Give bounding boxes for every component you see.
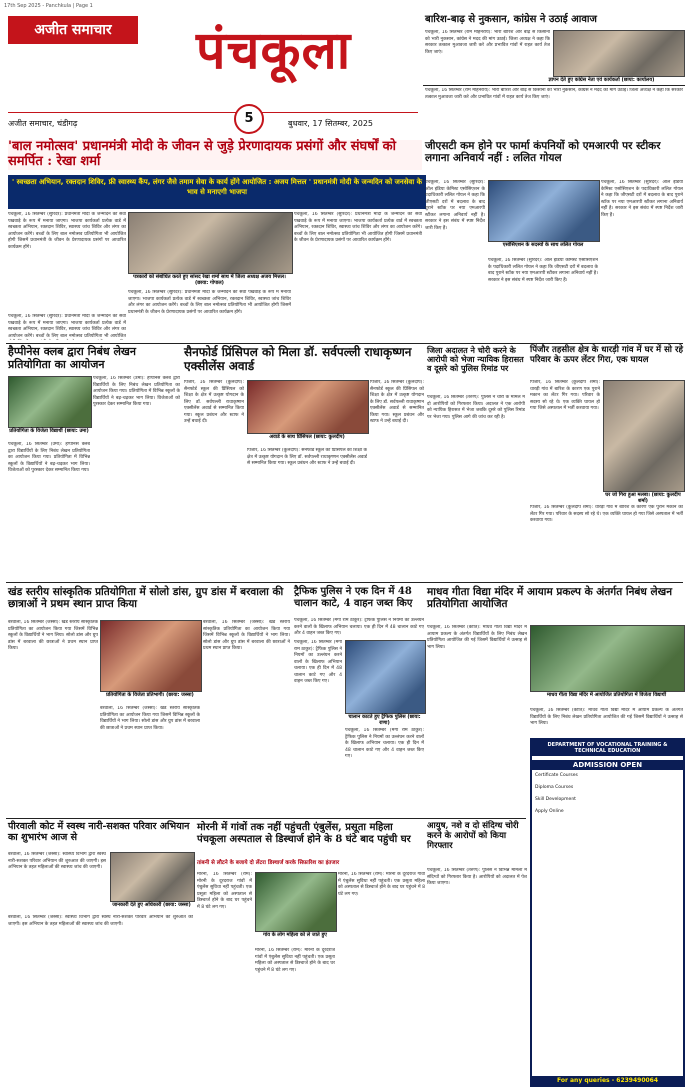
caption-block: प्रतियोगिता के विजेता प्रतिभागी। (छाया: जस्सा) <box>106 692 194 698</box>
headline-madhav: माधव गीता विद्या मंदिर में आयाम प्रकल्प के अंतर्गत निबंध लेखन प्रतियोगिता आयोजित <box>427 586 673 611</box>
body-main-col1: पंचकूला, 16 सितम्बर (सुरिंदर): प्रधानमंत्री मोदी के जन्मदिन को सेवा पखवाड़े के रूप में मनाया जाएगा। भाजपा कार्यकर्ता प्रत्येक वार्ड में स्वच्छता अभियान, रक्तदान शिविर, स्वास्थ्य जांच शिविर और लंगर का आयोजन करेंगे। बच्चों के लिए बाल नमोत्सव प्रतियोगिता भी आयोजित होगी जिसमें प्रधानमंत्री के जीवन के प्रेरणादायक प्रसंगों पर आधारित कार्यक्रम होंगे। <box>8 212 126 250</box>
masthead-info <box>8 113 418 135</box>
headline-arrest: आयुष, नशे व दो संदिग्ध चोरी करने के आरोपों को किया गिरफ्तार <box>427 821 519 851</box>
headline-happiness: हैप्पीनेस क्लब द्वारा निबंध लेखन प्रतियोगिता का आयोजन <box>8 345 137 371</box>
photo-sainfort <box>247 380 369 434</box>
divider <box>6 582 683 583</box>
body-morni-col3: मोरनी, 16 सितम्बर (राम): मोरनी के दूरदराज गांवों में एंबुलेंस सुविधा नहीं पहुंचती। एक प्रसूता महिला को अस्पताल से डिस्चार्ज होने के बाद घर पहुंचने में 8 घंटे लग गए। <box>338 872 425 897</box>
photo-main <box>128 212 293 274</box>
body-gst-col1: पंचकूला, 16 सितम्बर (सुरिंदर): ऑल इंडिया केमिस्ट एसोसिएशन के पदाधिकारी ललित गोयल ने कहा कि जीएसटी दरों में बदलाव के बाद पुराने स्टॉक पर नया एमआरपी स्टीकर लगाना अनिवार्य नहीं है। सरकार ने इस संबंध में स्पष्ट निर्देश जारी किए हैं। <box>425 180 485 231</box>
photo-block <box>100 620 202 692</box>
ad-row: Skill Development <box>535 797 576 802</box>
caption-madhav: माधव गीता विद्या मंदिर में आयोजित प्रतियोगिता में विजेता विद्यार्थी <box>546 692 667 698</box>
photo-morni <box>255 872 337 932</box>
body-traffic-col1: पंचकूला, 16 सितम्बर (मेगा राम ठाकुर): ट्रैफिक पुलिस ने नियमों का उल्लंघन करने वालों के खिलाफ अभियान चलाया। एक ही दिन में 48 चालान काटे गए और 4 वाहन जब्त किए गए। <box>294 640 342 684</box>
body-zila: पंचकूला, 16 सितम्बर (तरुण): पुलिस ने चोरी के मामले में दो आरोपियों को गिरफ्तार किया। अदालत ने एक आरोपी को न्यायिक हिरासत में भेजा जबकि दूसरे को पुलिस रिमांड पर भेजा गया। पुलिस आगे की जांच कर रही है। <box>427 395 525 420</box>
body-gst-col2: पंचकूला, 16 सितम्बर (सुरिंदर): ऑल इंडिया केमिस्ट एसोसिएशन के पदाधिकारी ललित गोयल ने कहा कि जीएसटी दरों में बदलाव के बाद पुराने स्टॉक पर नया एमआरपी स्टीकर लगाना अनिवार्य नहीं है। सरकार ने इस संबंध में स्पष्ट निर्देश जारी किए हैं। <box>488 258 598 283</box>
caption-morni: गांव के लोग महिला को ले जाते हुए <box>263 932 327 938</box>
body-top-right: पंचकूला, 16 सितम्बर (राम मोहनराय): भारी बारिश और बाढ़ से किसानों को भारी नुकसान, कांग्रेस ने मदद की मांग उठाई। जिला अध्यक्ष ने कहा कि सरकार तत्काल मुआवजा जारी करे और प्रभावित गांवों में राहत कार्य तेज किए जाएं। <box>425 30 550 55</box>
caption-top-right: ज्ञापन देते हुए कांग्रेस नेता एवं कार्यकर्ता (छाया: कार्यालय) <box>548 77 655 83</box>
date-label: बुधवार, 17 सितम्बर, 2025 <box>288 119 374 128</box>
advertisement[interactable] <box>530 738 685 1087</box>
body-traffic-col2: पंचकूला, 16 सितम्बर (मेगा राम ठाकुर): ट्रैफिक पुलिस ने नियमों का उल्लंघन करने वालों के खिलाफ अभियान चलाया। एक ही दिन में 48 चालान काटे गए और 4 वाहन जब्त किए गए। <box>345 728 424 759</box>
caption-happiness: प्रतियोगिता के विजेता विद्यार्थी (छाया: उमा) <box>9 428 89 434</box>
ad-row: Apply Online <box>535 809 564 814</box>
headline-sainfort: सैनफोर्ड प्रिंसिपल को मिला डॉ. सर्वपल्ली राधाकृष्णन एक्सीलेंस अवार्ड <box>184 345 412 373</box>
caption-traffic: चालान काटते हुए ट्रैफिक पुलिस (छाया: राणा) <box>348 714 421 726</box>
top-strip: 17th Sep 2025 - Panchkula | Page 1 <box>4 3 93 9</box>
photo-pinjore <box>603 380 685 492</box>
headline-block: खंड स्तरीय सांस्कृतिक प्रतियोगिता में सोलो डांस, ग्रुप डांस में बरवाला की छात्राओं ने प्रथम स्थान प्राप्त किया <box>8 586 284 611</box>
photo-pocso <box>110 852 195 902</box>
banner-main: ' स्वच्छता अभियान, रक्तदान शिविर, फ्री स्वास्थ्य कैंप, लंगर जैसे तमाम सेवा के कार्य होंगे आयोजित : अजय मित्तल ' प्रधानमंत्री मोदी के जन्मदिन को जनसेवा के भाव से मनाएगी भाजपा <box>8 175 426 209</box>
headline-pinjore: पिंजौर तहसील क्षेत्र के धारड़ी गांव में घर में सो रहे परिवार के ऊपर लेंटर गिरा, एक घायल <box>530 345 683 365</box>
headline-zila: जिला अदालत ने चोरी करने के आरोपी को भेजा न्यायिक हिरासत व दूसरे को पुलिस रिमांड पर <box>427 345 524 374</box>
ad-row: Diploma Courses <box>535 785 574 790</box>
headline-gst: जीएसटी कम होने पर फार्मा कंपनियों को एमआरपी पर स्टीकर लगाना अनिवार्य नहीं : ललित गोयल <box>425 140 661 165</box>
page-number: 5 <box>234 104 264 134</box>
caption-pocso: जानकारी देते हुए अधिकारी (छाया: जस्सा) <box>112 902 191 908</box>
body-pinjore-col2: पिंजौर, 16 सितम्बर (कुलदीप शर्मा): धारड़ी गांव में बारिश के कारण एक पुराने मकान का लेंटर गिर गया। परिवार के सदस्य सो रहे थे। एक व्यक्ति घायल हो गया जिसे अस्पताल में भर्ती करवाया गया। <box>530 505 683 523</box>
divider <box>6 343 683 344</box>
body-pinjore-col1: पिंजौर, 16 सितम्बर (कुलदीप शर्मा): धारड़ी गांव में बारिश के कारण एक पुराने मकान का लेंटर गिर गया। परिवार के सदस्य सो रहे थे। एक व्यक्ति घायल हो गया जिसे अस्पताल में भर्ती करवाया गया। <box>530 380 600 411</box>
divider <box>423 85 685 86</box>
headline-traffic: ट्रैफिक पुलिस ने एक दिन में 48 चालान काटे, 4 वाहन जब्त किए <box>294 586 413 609</box>
photo-gst <box>488 180 600 242</box>
body-sainfort-col1: पिंजौर, 16 सितम्बर (कुलदीप): सैनफोर्ड स्कूल की प्रिंसिपल को शिक्षा के क्षेत्र में उत्कृष्ट योगदान के लिए डॉ. सर्वपल्ली राधाकृष्णन एक्सीलेंस अवार्ड से सम्मानित किया गया। स्कूल प्रबंधन और स्टाफ ने उन्हें बधाई दी। <box>184 380 244 424</box>
body-pocso-col2: बरवाला, 16 सितम्बर (जस्सा): स्वास्थ्य विभाग द्वारा स्वस्थ नारी-सशक्त परिवार अभियान की शुरुआत की जाएगी। इस अभियान के तहत महिलाओं की स्वास्थ्य जांच की जाएगी। <box>8 915 193 927</box>
photo-madhav <box>530 625 685 692</box>
body-traffic-top: पंचकूला, 16 सितम्बर (मेगा राम ठाकुर): ट्रैफिक पुलिस ने नियमों का उल्लंघन करने वालों के खिलाफ अभियान चलाया। एक ही दिन में 48 चालान काटे गए और 4 वाहन जब्त किए गए। <box>294 618 424 636</box>
headline-main: 'बाल नमोत्सव' प्रधानमंत्री मोदी के जीवन से जुड़े प्रेरणादायक प्रसंगों और संघर्षों को समर्पित : रेखा शर्मा <box>8 140 422 170</box>
divider <box>6 818 526 819</box>
body-sainfort-col3: पिंजौर, 16 सितम्बर (कुलदीप): सैनफोर्ड स्कूल की प्रिंसिपल को शिक्षा के क्षेत्र में उत्कृष्ट योगदान के लिए डॉ. सर्वपल्ली राधाकृष्णन एक्सीलेंस अवार्ड से सम्मानित किया गया। स्कूल प्रबंधन और स्टाफ ने उन्हें बधाई दी। <box>370 380 424 424</box>
body-sainfort-col2: पिंजौर, 16 सितम्बर (कुलदीप): सैनफोर्ड स्कूल की प्रिंसिपल को शिक्षा के क्षेत्र में उत्कृष्ट योगदान के लिए डॉ. सर्वपल्ली राधाकृष्णन एक्सीलेंस अवार्ड से सम्मानित किया गया। स्कूल प्रबंधन और स्टाफ ने उन्हें बधाई दी। <box>247 448 367 466</box>
caption-sainfort: अवार्ड के साथ प्रिंसिपल (छाया: कुलदीप) <box>269 434 345 440</box>
body-main-col1b: पंचकूला, 16 सितम्बर (सुरिंदर): प्रधानमंत्री मोदी के जन्मदिन को सेवा पखवाड़े के रूप में मनाया जाएगा। भाजपा कार्यकर्ता प्रत्येक वार्ड में स्वच्छता अभियान, रक्तदान शिविर, स्वास्थ्य जांच शिविर और लंगर का आयोजन करेंगे। बच्चों के लिए बाल नमोत्सव प्रतियोगिता भी आयोजित <box>8 314 126 339</box>
ad-head: DEPARTMENT OF VOCATIONAL TRAINING & TECHNICAL EDUCATION <box>532 740 683 756</box>
body-arrest: पंचकूला, 16 सितम्बर (तरुण): पुलिस ने विभिन्न मामलों में संदिग्धों को गिरफ्तार किया है। आरोपियों को अदालत में पेश किया जाएगा। <box>427 868 527 886</box>
body-happiness-col1: पंचकूला, 16 सितम्बर (उमा): हैप्पीनेस क्लब द्वारा विद्यार्थियों के लिए निबंध लेखन प्रतियोगिता का आयोजन किया गया। प्रतियोगिता में विभिन्न स्कूलों के विद्यार्थियों ने बढ़-चढ़कर भाग लिया। विजेताओं को पुरस्कार देकर सम्मानित किया गया। <box>8 442 90 473</box>
body-block-col3: बरवाला, 16 सितम्बर (जस्सा): खंड स्तरीय सांस्कृतिक प्रतियोगिता का आयोजन किया गया जिसमें विभिन्न स्कूलों के विद्यार्थियों ने भाग लिया। सोलो डांस और ग्रुप डांस में बरवाला की छात्राओं ने प्रथम स्थान प्राप्त किया। <box>203 620 290 651</box>
headline-top-right: बारिश-बाढ़ से नुकसान, कांग्रेस ने उठाई आवाज <box>425 14 597 25</box>
body-gst-col3: पंचकूला, 16 सितम्बर (सुरिंदर): ऑल इंडिया केमिस्ट एसोसिएशन के पदाधिकारी ललित गोयल ने कहा कि जीएसटी दरों में बदलाव के बाद पुराने स्टॉक पर नया एमआरपी स्टीकर लगाना अनिवार्य नहीं है। सरकार ने इस संबंध में स्पष्ट निर्देश जारी किए हैं। <box>601 180 683 218</box>
page-title: पंचकूला <box>196 20 352 81</box>
ad-row: Certificate Courses <box>535 773 578 778</box>
headline-pocso: पीरवाली कोट में स्वस्थ नारी-सशक्त परिवार अभियान का शुभारंभ आज से <box>8 821 190 843</box>
body-morni-col2: मोरनी, 16 सितम्बर (राम): मोरनी के दूरदराज गांवों में एंबुलेंस सुविधा नहीं पहुंचती। एक प्रसूता महिला को अस्पताल से डिस्चार्ज होने के बाद घर पहुंचने में 8 घंटे लग गए। <box>255 948 335 973</box>
caption-gst: एसोसिएशन के सदस्यों के साथ ललित गोयल <box>502 242 584 248</box>
body-main-col3: पंचकूला, 16 सितम्बर (सुरिंदर): प्रधानमंत्री मोदी के जन्मदिन को सेवा पखवाड़े के रूप में मनाया जाएगा। भाजपा कार्यकर्ता प्रत्येक वार्ड में स्वच्छता अभियान, रक्तदान शिविर, स्वास्थ्य जांच शिविर और लंगर का आयोजन करेंगे। बच्चों के लिए बाल नमोत्सव प्रतियोगिता भी आयोजित होगी जिसमें प्रधानमंत्री के जीवन के प्रेरणादायक प्रसंगों पर आधारित कार्यक्रम होंगे। <box>294 212 422 243</box>
body-block-col1: बरवाला, 16 सितम्बर (जस्सा): खंड स्तरीय सांस्कृतिक प्रतियोगिता का आयोजन किया गया जिसमें विभिन्न स्कूलों के विद्यार्थियों ने भाग लिया। सोलो डांस और ग्रुप डांस में बरवाला की छात्राओं ने प्रथम स्थान प्राप्त किया। <box>8 620 98 651</box>
body-morni-col1: मोरनी, 16 सितम्बर (राम): मोरनी के दूरदराज गांवों में एंबुलेंस सुविधा नहीं पहुंचती। एक प्रसूता महिला को अस्पताल से डिस्चार्ज होने के बाद घर पहुंचने में 8 घंटे लग गए। <box>197 872 252 910</box>
body-happiness-col2: पंचकूला, 16 सितम्बर (उमा): हैप्पीनेस क्लब द्वारा विद्यार्थियों के लिए निबंध लेखन प्रतियोगिता का आयोजन किया गया। प्रतियोगिता में विभिन्न स्कूलों के विद्यार्थियों ने बढ़-चढ़कर भाग लिया। विजेताओं को पुरस्कार देकर सम्मानित किया गया। <box>93 376 180 407</box>
photo-happiness <box>8 376 92 428</box>
body-main-col2: पंचकूला, 16 सितम्बर (सुरिंदर): प्रधानमंत्री मोदी के जन्मदिन को सेवा पखवाड़े के रूप में मनाया जाएगा। भाजपा कार्यकर्ता प्रत्येक वार्ड में स्वच्छता अभियान, रक्तदान शिविर, स्वास्थ्य जांच शिविर और लंगर का आयोजन करेंगे। बच्चों के लिए बाल नमोत्सव प्रतियोगिता भी आयोजित होगी जिसमें प्रधानमंत्री के जीवन के प्रेरणादायक प्रसंगों पर आधारित कार्यक्रम होंगे। <box>128 290 291 315</box>
headline-morni: मोरनी में गांवों तक नहीं पहुंचती एंबुलेंस, प्रसूता महिला पंचकूला अस्पताल से डिस्चार्ज होने के 8 घंटे बाद पहुंची घर <box>197 822 411 845</box>
body-madhav-col1: पंचकूला, 16 सितम्बर (कीर्ति): माधव गीता विद्या मंदिर में आयाम प्रकल्प के अंतर्गत विद्यार्थियों के लिए निबंध लेखन प्रतियोगिता आयोजित की गई जिसमें विद्यार्थियों ने उत्साह से भाग लिया। <box>427 625 527 650</box>
imprint: अजीत समाचार, चंडीगढ़ <box>8 119 78 128</box>
photo-traffic <box>345 640 426 714</box>
caption-pinjore: घर जो गिरा हुआ मलबा। (छाया: कुलदीप शर्मा) <box>605 492 681 504</box>
body-top-right-cont: पंचकूला, 16 सितम्बर (राम मोहनराय): भारी बारिश और बाढ़ से किसानों को भारी नुकसान, कांग्रेस ने मदद की मांग उठाई। जिला अध्यक्ष ने कहा कि सरकार तत्काल मुआवजा जारी करे और प्रभावित गांवों में राहत कार्य तेज किए जाएं। <box>425 88 683 100</box>
caption-main: पत्रकारों को संबोधित करते हुए सांसद रेखा शर्मा साथ में जिला अध्यक्ष अजय मित्तल। (छाया: गोपाल) <box>133 274 286 286</box>
body-pocso-col1: बरवाला, 16 सितम्बर (जस्सा): स्वास्थ्य विभाग द्वारा स्वस्थ नारी-सशक्त परिवार अभियान की शुरुआत की जाएगी। इस अभियान के तहत महिलाओं की स्वास्थ्य जांच की जाएगी। <box>8 852 106 870</box>
subhead-morni: तांबनी से लौटने के बजाये दो लेंटरा डिस्चार्ज करके सिफ़ारिश का इंतजार <box>197 860 340 866</box>
body-madhav-col2: पंचकूला, 16 सितम्बर (कीर्ति): माधव गीता विद्या मंदिर में आयाम प्रकल्प के अंतर्गत विद्यार्थियों के लिए निबंध लेखन प्रतियोगिता आयोजित की गई जिसमें विद्यार्थियों ने उत्साह से भाग लिया। <box>530 708 683 726</box>
body-block-col2: बरवाला, 16 सितम्बर (जस्सा): खंड स्तरीय सांस्कृतिक प्रतियोगिता का आयोजन किया गया जिसमें विभिन्न स्कूलों के विद्यार्थियों ने भाग लिया। सोलो डांस और ग्रुप डांस में बरवाला की छात्राओं ने प्रथम स्थान प्राप्त किया। <box>100 706 200 731</box>
ad-footer: For any queries - 6239490064 <box>532 1076 683 1085</box>
ad-title: ADMISSION OPEN <box>532 760 683 770</box>
brand-logo: अजीत समाचार <box>8 16 138 44</box>
photo-top-right <box>553 30 685 77</box>
